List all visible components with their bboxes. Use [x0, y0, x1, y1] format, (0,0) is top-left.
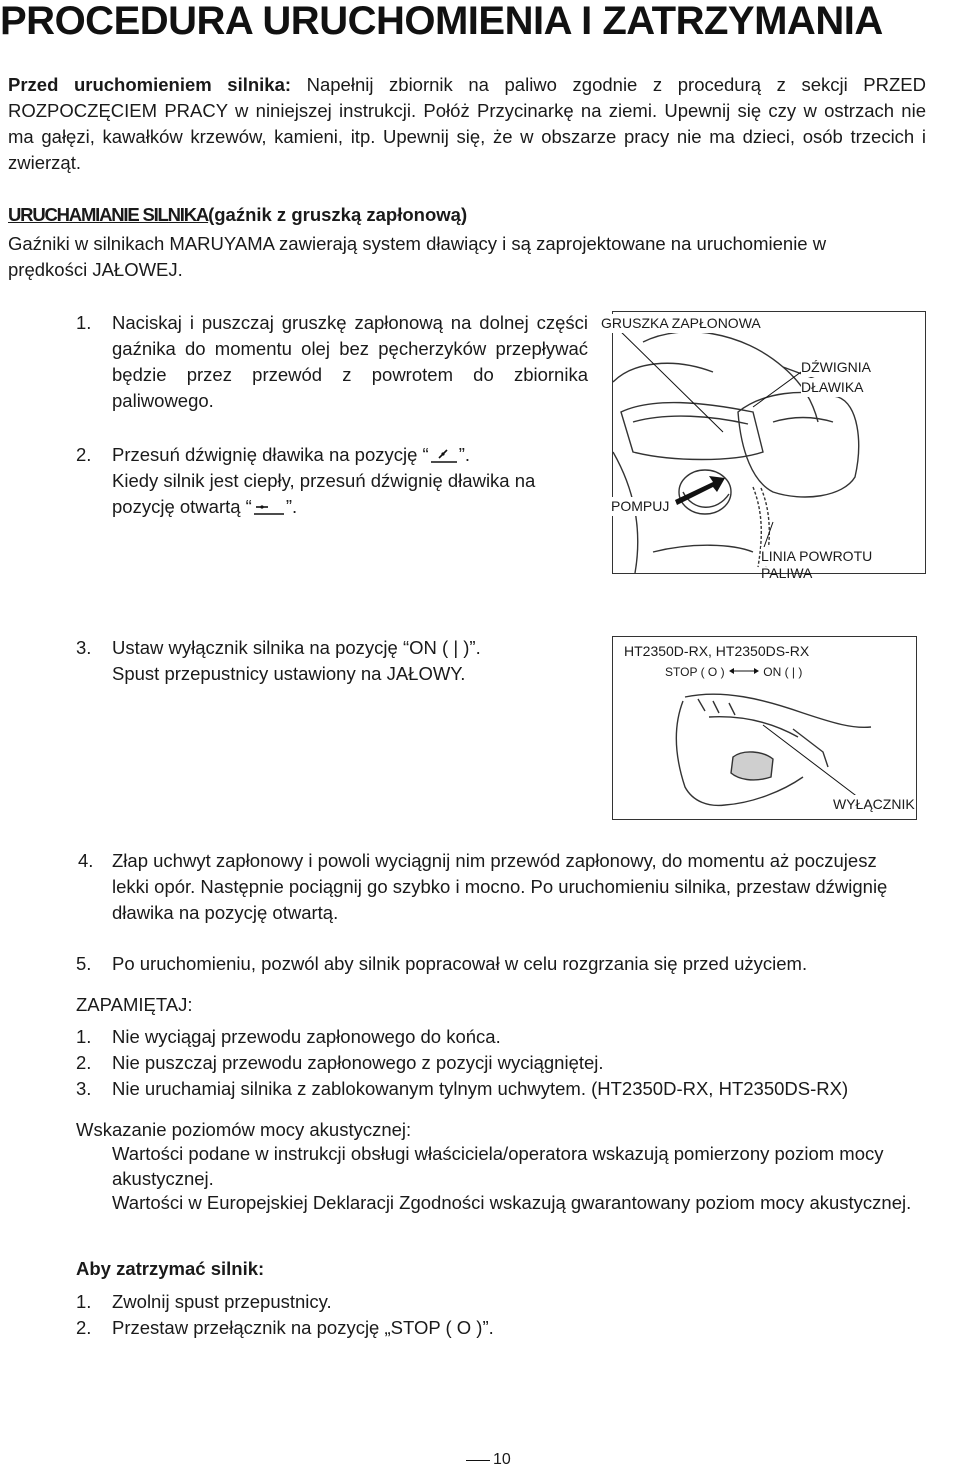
label-switch: WYŁĄCZNIK: [833, 796, 915, 812]
remember-item: [76, 1024, 501, 1050]
step-4-line-3: dławika na pozycję otwartą.: [112, 902, 339, 923]
on-label: ON ( | ): [763, 665, 803, 679]
step-number: 2.: [76, 444, 92, 465]
step-number: 3.: [76, 637, 92, 658]
choke-closed-icon: [429, 445, 459, 463]
intro-paragraph: [8, 72, 926, 176]
step-3-line-2: Spust przepustnicy ustawiony na JAŁOWY.: [112, 663, 466, 684]
label-fuel-return-1: LINIA POWROTU: [761, 548, 873, 564]
item-number: 1.: [76, 1026, 92, 1047]
stopping-item: [76, 1315, 494, 1341]
item-number: 2.: [76, 1317, 92, 1338]
label-pump: POMPUJ: [611, 498, 670, 514]
section-heading-starting: [8, 202, 467, 228]
step-number: 5.: [76, 953, 92, 974]
page-title: PROCEDURA URUCHOMIENIA I ZATRZYMANIA: [0, 0, 883, 43]
heading-rest: (gaźnik z gruszką zapłonową): [208, 204, 468, 225]
starting-text: Gaźniki w silnikach MARUYAMA zawierają system dławiący i są zaprojektowane na uruchomienie w prędkości JAŁOWEJ.: [8, 233, 827, 280]
stopping-heading: Aby zatrzymać silnik:: [76, 1258, 265, 1279]
stop-label: STOP ( O ): [665, 665, 725, 679]
carburetor-figure: [601, 311, 926, 581]
switch-figure: [612, 636, 917, 820]
step-3-line-1: [76, 635, 481, 661]
stopping-item: [76, 1289, 332, 1315]
step-1: [76, 310, 588, 414]
step-4-line-2: lekki opór. Następnie pociągnij go szybko i mocno. Po uruchomieniu silnika, przestaw dźwignię: [112, 876, 888, 897]
item-text: Przestaw przełącznik na pozycję „STOP ( O )”.: [112, 1317, 494, 1338]
label-primer-bulb: GRUSZKA ZAPŁONOWA: [601, 315, 761, 331]
sound-paragraph-2: Wartości w Europejskiej Deklaracji Zgodności wskazują gwarantowany poziom mocy akustycznej.: [112, 1192, 912, 1213]
step-3-text-a: Ustaw wyłącznik silnika na pozycję “ON ( | )”.: [112, 637, 481, 658]
item-text: Nie puszczaj przewodu zapłonowego z pozycji wyciągniętej.: [112, 1052, 604, 1073]
step-number: 1.: [76, 312, 92, 333]
step-1-text: Naciskaj i puszczaj gruszkę zapłonową na dolnej części gaźnika do momentu olej bez pęcherzyków przepływać będzie przez przewód z powrotem do zbiornika paliwowego.: [112, 312, 588, 411]
step-2-line-2: Kiedy silnik jest ciepły, przesuń dźwignię dławika na: [112, 470, 536, 491]
step-4-line-1: [78, 848, 877, 874]
step-4-text-a: Złap uchwyt zapłonowy i powoli wyciągnij nim przewód zapłonowy, do momentu aż poczujesz: [112, 850, 877, 871]
step-2-text-a: Przesuń dźwignię dławika na pozycję “: [112, 444, 429, 465]
step-2-text-a-end: ”.: [458, 444, 471, 465]
figure-model-label: HT2350D-RX, HT2350DS-RX: [624, 643, 810, 659]
choke-open-icon: [252, 497, 286, 515]
item-number: 3.: [76, 1078, 92, 1099]
heading-underlined: URUCHAMIANIE SILNIKA: [8, 204, 209, 225]
remember-heading: ZAPAMIĘTAJ:: [76, 994, 193, 1015]
label-choke-lever-1: DŹWIGNIA: [801, 359, 871, 375]
item-number: 2.: [76, 1052, 92, 1073]
remember-item: [76, 1050, 604, 1076]
step-5: [76, 951, 807, 977]
carburetor-illustration: [613, 312, 925, 573]
item-text: Zwolnij spust przepustnicy.: [112, 1291, 332, 1312]
item-text: Nie wyciągaj przewodu zapłonowego do końca.: [112, 1026, 501, 1047]
handle-illustration: [613, 637, 916, 819]
page-number-rule: [466, 1460, 490, 1461]
step-number: 4.: [78, 850, 94, 871]
page-number: 10: [493, 1451, 511, 1468]
step-2-text-c-end: ”.: [285, 496, 298, 517]
remember-item: [76, 1076, 848, 1102]
step-2-line-3: [112, 494, 297, 520]
label-choke-lever-2: DŁAWIKA: [801, 379, 864, 395]
step-5-text: Po uruchomieniu, pozwól aby silnik popracował w celu rozgrzania się przed użyciem.: [112, 953, 808, 974]
label-fuel-return-2: PALIWA: [761, 565, 813, 581]
intro-lead: Przed uruchomieniem silnika:: [8, 74, 292, 95]
sound-paragraph-1: Wartości podane w instrukcji obsługi właściciela/operatora wskazują pomierzony poziom mocy akustycznej.: [112, 1143, 884, 1189]
item-text: Nie uruchamiaj silnika z zablokowanym tylnym uchwytem. (HT2350D-RX, HT2350DS-RX): [112, 1078, 849, 1099]
intro-text: Napełnij zbiornik na paliwo zgodnie z procedurą z sekcji PRZED ROZPOCZĘCIEM PRACY w niniejszej instrukcji. Połóż Przycinarkę na ziemi. Upewnij się czy w ostrzach nie ma gałęzi, kawałków krzewów, kamieni, itp. Upewnij się, że w obszarze pracy nie ma dzieci, osób trzecich i zwierząt.: [8, 74, 926, 173]
step-2-line-1: [76, 442, 470, 468]
step-2-text-c: pozycję otwartą “: [112, 496, 252, 517]
sound-heading: Wskazanie poziomów mocy akustycznej:: [76, 1119, 412, 1140]
item-number: 1.: [76, 1291, 92, 1312]
